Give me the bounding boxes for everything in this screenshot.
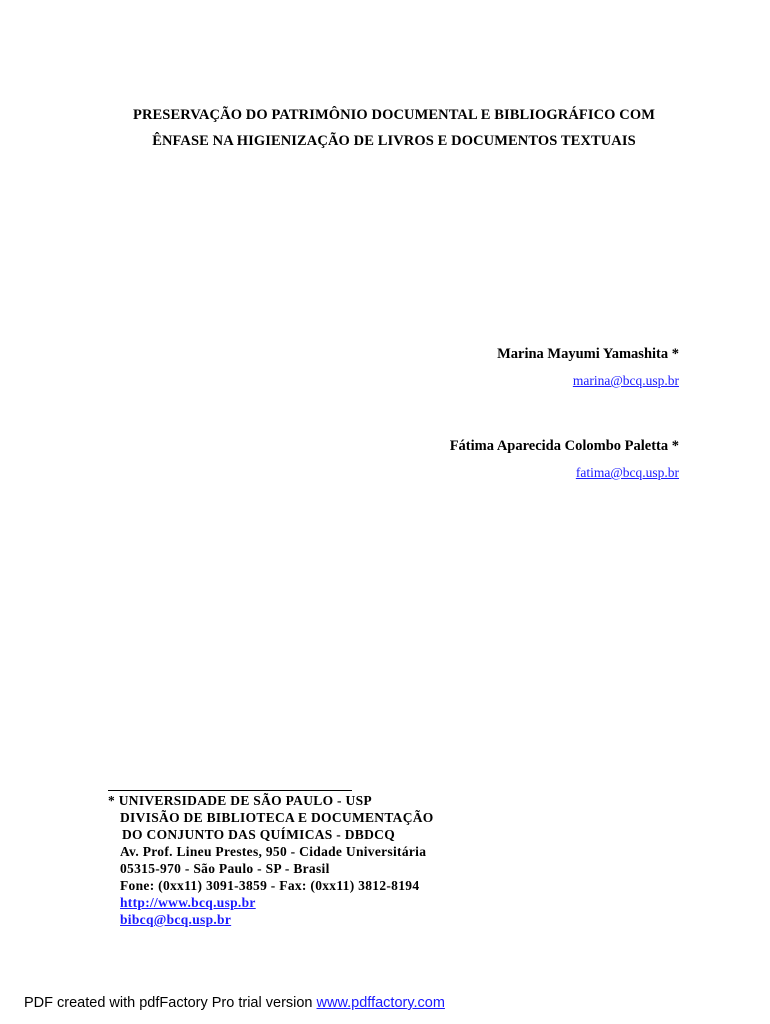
footnote-line-address: Av. Prof. Lineu Prestes, 950 - Cidade Universitária: [120, 844, 427, 859]
pdf-creator-text: PDF created with pdfFactory Pro trial version: [24, 995, 317, 1011]
footnote-affiliation: [108, 792, 434, 928]
author-name-1: Marina Mayumi Yamashita *: [497, 346, 679, 362]
author-name-2: Fátima Aparecida Colombo Paletta *: [449, 438, 679, 454]
author-email-link-1[interactable]: marina@bcq.usp.br: [572, 373, 679, 388]
document-title: [0, 102, 770, 154]
footnote-website-link[interactable]: http://www.bcq.usp.br: [120, 895, 256, 910]
footnote-email-link[interactable]: bibcq@bcq.usp.br: [120, 912, 232, 927]
pdf-creator-notice: [24, 995, 445, 1011]
footnote-line-phone: Fone: (0xx11) 3091-3859 - Fax: (0xx11) 3812-8194: [120, 878, 420, 893]
footnote-line-postal: 05315-970 - São Paulo - SP - Brasil: [120, 861, 330, 876]
footnote-line-university: * UNIVERSIDADE DE SÃO PAULO - USP: [108, 793, 372, 808]
title-line-1: PRESERVAÇÃO DO PATRIMÔNIO DOCUMENTAL E BIBLIOGRÁFICO COM: [132, 107, 656, 123]
title-line-2: ÊNFASE NA HIGIENIZAÇÃO DE LIVROS E DOCUMENTOS TEXTUAIS: [152, 133, 636, 149]
footnote-divider: [108, 790, 352, 791]
footnote-line-dbdcq: DO CONJUNTO DAS QUÍMICAS - DBDCQ: [122, 827, 395, 842]
footnote-line-division: DIVISÃO DE BIBLIOTECA E DOCUMENTAÇÃO: [120, 810, 434, 825]
pdffactory-link[interactable]: www.pdffactory.com: [316, 995, 445, 1011]
author-email-link-2[interactable]: fatima@bcq.usp.br: [575, 465, 679, 480]
